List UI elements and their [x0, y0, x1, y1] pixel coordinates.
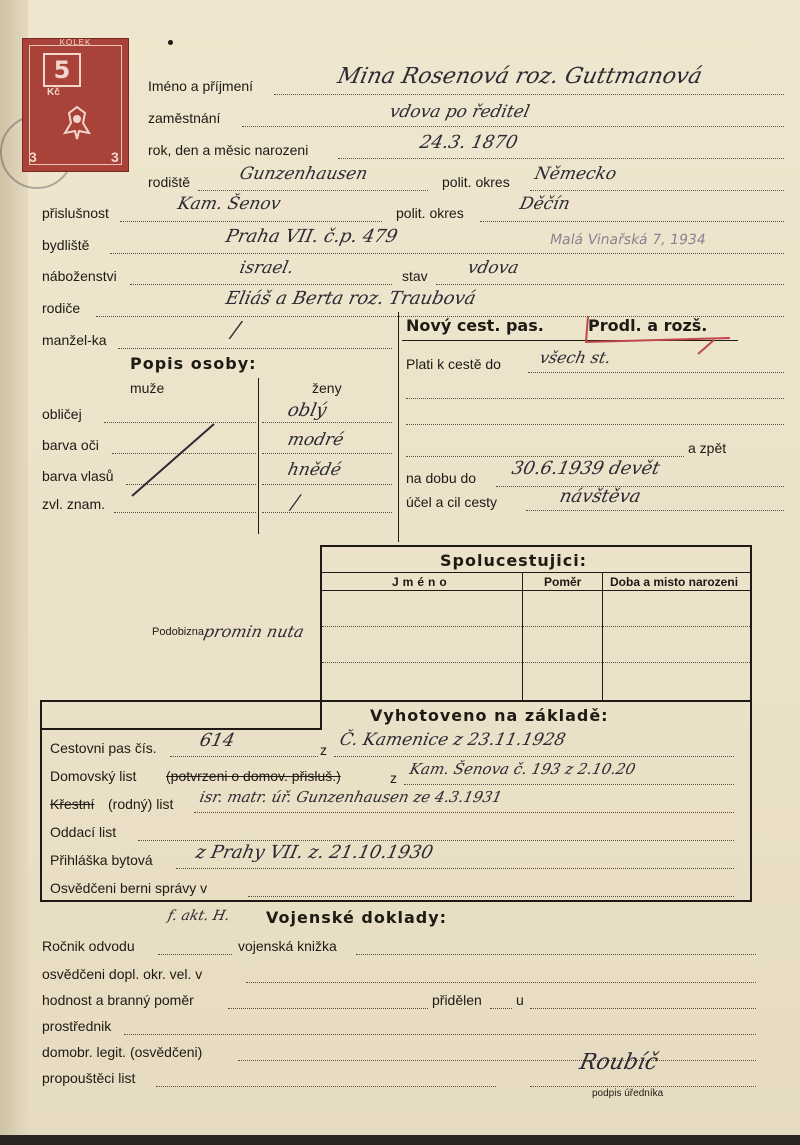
official-signature: Roubíč [577, 1050, 661, 1075]
companions-col-divider-2 [602, 572, 603, 700]
marks-value: / [289, 490, 302, 514]
hair-value: hnědé [285, 460, 344, 480]
residence-line [110, 253, 784, 254]
purpose-line [526, 510, 784, 511]
description-divider [258, 378, 259, 534]
citizenship-label: přislušnost [42, 205, 109, 221]
description-title: Popis osoby: [130, 354, 257, 373]
eyes-line-women [262, 453, 392, 454]
residence-label: bydliště [42, 237, 90, 253]
baptism-value: isr. matr. úř. Gunzenhausen ze 4.3.1931 [198, 788, 504, 806]
domicile-value: Kam. Šenova č. 193 z 2.10.20 [408, 760, 638, 778]
registration-label: Přihláška bytová [50, 852, 153, 868]
purpose-label: účel a cil cesty [406, 494, 498, 510]
military-title: Vojenské doklady: [266, 908, 448, 927]
passport-num-label: Cestovni pas čís. [50, 740, 157, 756]
religion-value: israel. [237, 258, 296, 278]
assigned-u-line [530, 1008, 756, 1009]
domicile-z: z [390, 770, 397, 786]
registration-value: z Prahy VII. z. 21.10.1930 [193, 842, 436, 863]
face-value: oblý [285, 400, 329, 421]
photo-label: Podobizna [152, 626, 204, 638]
signature-label: podpis úředníka [592, 1088, 664, 1099]
occupation-label: zaměstnání [148, 110, 221, 126]
birthdate-line [338, 158, 784, 159]
companions-title-rule [322, 572, 750, 573]
col-women-label: ženy [312, 380, 342, 396]
valid-line-3 [406, 424, 784, 425]
middle-divider [398, 312, 399, 542]
companions-col-divider-1 [522, 572, 523, 700]
birthplace-label: rodiště [148, 174, 191, 190]
period-value: 30.6.1939 devět [509, 458, 662, 479]
companions-title: Spolucestujici: [440, 551, 588, 570]
return-label: a zpět [688, 440, 727, 456]
passport-z: z [320, 742, 327, 758]
cert-line [246, 982, 756, 983]
marks-line-men [114, 512, 256, 513]
purpose-value: návštěva [557, 486, 643, 507]
discharge-line [156, 1086, 496, 1087]
status-label: stav [402, 268, 428, 284]
name-line [274, 94, 784, 95]
book-label: vojenská knižka [238, 938, 337, 954]
domicile-struck: (potvrzeni o domov. přisluš.) [166, 768, 341, 784]
status-line [436, 284, 784, 285]
eyes-value: modré [285, 430, 346, 450]
birthplace-value: Gunzenhausen [237, 164, 370, 184]
revenue-stamp [22, 38, 129, 172]
polit-okres-label-2: polit. okres [396, 205, 464, 221]
face-label: obličej [42, 406, 82, 422]
renew-passport-label: Prodl. a rozš. [588, 316, 708, 335]
ink-dot [168, 40, 173, 45]
rank-label: hodnost a branný poměr [42, 992, 194, 1008]
companions-row-1 [322, 626, 750, 627]
discharge-label: propouštěci list [42, 1070, 136, 1086]
assigned-u: u [516, 992, 524, 1008]
domicile-line [404, 784, 734, 785]
religion-label: náboženstvi [42, 268, 117, 284]
passport-num-line [170, 756, 318, 757]
baptism-label: (rodný) list [108, 796, 174, 812]
year-line [158, 954, 232, 955]
hair-label: barva vlasů [42, 468, 114, 484]
spouse-line [118, 348, 392, 349]
stamp-currency: Kč [47, 87, 60, 98]
polit-okres-value-2: Děčín [517, 194, 572, 214]
issued-header-divider [320, 700, 322, 728]
baptism-line [194, 812, 734, 813]
cert-label: osvědčeni dopl. okr. vel. v [42, 966, 203, 982]
page-bottom-edge [0, 1135, 800, 1145]
birthdate-value: 24.3. 1870 [417, 132, 520, 153]
legit-line [238, 1060, 756, 1061]
spouse-label: manžel-ka [42, 332, 107, 348]
col-name-header: Jméno [392, 575, 451, 589]
stamp-value: 5 [43, 53, 81, 87]
passport-from-line [334, 756, 734, 757]
valid-line [528, 372, 784, 373]
stamp-kolek-text: KOLEK [59, 38, 92, 47]
polit-okres-label-1: polit. okres [442, 174, 510, 190]
stamp-number-right: 3 [111, 149, 119, 165]
assigned-line [490, 1008, 512, 1009]
issued-title: Vyhotoveno na základě: [370, 706, 609, 725]
companions-row-2 [322, 662, 750, 663]
passport-from-value: Č. Kamenice z 23.11.1928 [337, 730, 568, 750]
legit-label: domobr. legit. (osvědčeni) [42, 1044, 203, 1060]
hair-line-women [262, 484, 392, 485]
citizenship-line [120, 221, 382, 222]
issued-header-rule [40, 728, 322, 730]
book-line [356, 954, 756, 955]
col-relation-header: Poměr [544, 575, 582, 589]
birthplace-line [198, 190, 428, 191]
spouse-value: / [229, 318, 243, 343]
marks-line-women [262, 512, 392, 513]
marriage-line [138, 840, 734, 841]
companions-header-rule [322, 590, 750, 591]
passport-num-value: 614 [197, 730, 237, 751]
valid-value: všech st. [537, 348, 613, 367]
baptism-struck: Křestní [50, 796, 95, 812]
marks-label: zvl. znam. [42, 496, 106, 512]
period-label: na dobu do [406, 470, 477, 486]
middleman-line [124, 1034, 756, 1035]
occupation-value: vdova po ředitel [387, 102, 532, 122]
eyes-label: barva oči [42, 437, 99, 453]
new-passport-label: Nový cest. pas. [406, 316, 544, 335]
valid-label: Plati k cestě do [406, 356, 501, 372]
religion-line [130, 284, 392, 285]
assigned-label: přidělen [432, 992, 482, 1008]
middleman-label: prostřednik [42, 1018, 112, 1034]
parents-value: Eliáš a Berta roz. Traubová [223, 288, 478, 309]
marriage-label: Oddací list [50, 824, 117, 840]
col-birth-header: Doba a misto narozeni [610, 575, 739, 589]
residence-pencil-note: Malá Vinařská 7, 1934 [548, 232, 707, 248]
domicile-label: Domovský list [50, 768, 137, 784]
year-label: Ročnik odvodu [42, 938, 135, 954]
citizenship-value: Kam. Šenov [175, 194, 283, 214]
polit-okres-value-1: Německo [532, 164, 619, 184]
return-line [406, 456, 684, 457]
rank-line [228, 1008, 428, 1009]
name-value: Mina Rosenová roz. Guttmanová [335, 64, 705, 89]
registration-line [176, 868, 734, 869]
tax-label: Osvědčeni berni správy v [50, 880, 208, 896]
men-cancel-stroke-icon [128, 420, 218, 500]
valid-line-2 [406, 398, 784, 399]
col-men-label: muže [130, 380, 165, 396]
residence-value: Praha VII. č.p. 479 [223, 226, 400, 247]
status-value: vdova [465, 258, 521, 278]
military-prefix-value: f. akt. H. [166, 908, 232, 924]
stamp-number-left: 3 [29, 149, 37, 165]
face-line-women [262, 422, 392, 423]
polit-okres-line-1 [530, 190, 784, 191]
name-label: Iméno a příjmení [148, 78, 254, 94]
parents-label: rodiče [42, 300, 81, 316]
lion-emblem-icon [57, 103, 97, 143]
polit-okres-line-2 [480, 221, 784, 222]
birthdate-label: rok, den a měsic narozeni [148, 142, 309, 158]
occupation-line [242, 126, 784, 127]
tax-line [248, 896, 734, 897]
photo-value: promin nuta [201, 622, 306, 641]
